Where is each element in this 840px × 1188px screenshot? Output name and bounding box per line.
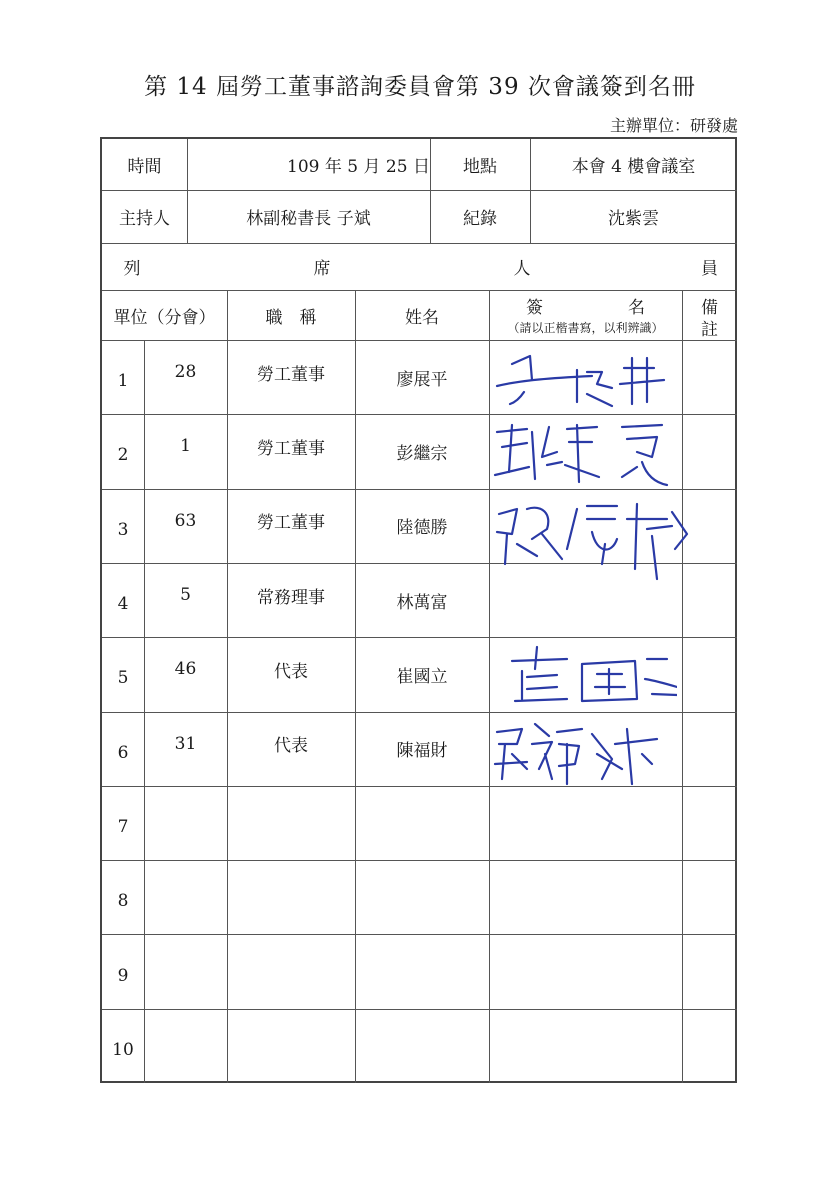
attendees-header-1: 列: [123, 259, 141, 279]
column-name: 姓名: [405, 307, 439, 328]
record-label: 紀錄: [463, 209, 497, 229]
attendees-header-4: 員: [701, 259, 718, 279]
row-position: [227, 934, 355, 1008]
row-position: 代表: [274, 661, 308, 682]
column-sign-note: （請以正楷書寫，以利辨識）: [507, 321, 664, 335]
row-number: 7: [117, 816, 129, 837]
column-remark-1: 備: [701, 298, 718, 318]
row-number: 5: [117, 668, 129, 689]
row-name: 陳福財: [396, 741, 448, 762]
row-number: 4: [117, 594, 129, 615]
row-position: [227, 860, 355, 934]
row-name: [355, 786, 489, 860]
row-name: 林萬富: [396, 592, 448, 613]
column-remark-2: 註: [701, 320, 718, 340]
host-label: 主持人: [119, 209, 170, 229]
row-position: 勞工董事: [257, 438, 325, 459]
row-name: [355, 860, 489, 934]
row-branch: 28: [174, 362, 197, 383]
time-value: 109 年 5 月 25 日: [287, 157, 430, 177]
row-branch: 63: [174, 510, 197, 531]
row-branch: [144, 934, 227, 1008]
row-number: 10: [112, 1039, 134, 1060]
row-position: 代表: [274, 736, 308, 757]
row-position: 常務理事: [257, 587, 325, 608]
signature-row-2: [487, 417, 687, 492]
row-branch: 31: [174, 733, 197, 754]
place-value: 本會 4 樓會議室: [571, 157, 696, 177]
row-position: [227, 786, 355, 860]
row-branch: [144, 1009, 227, 1083]
row-name: 彭繼宗: [396, 443, 448, 464]
row-branch: 5: [180, 585, 191, 606]
column-title: 職 稱: [265, 307, 317, 328]
row-position: 勞工董事: [257, 364, 325, 385]
document-title: 第 14 屆勞工董事諮詢委員會第 39 次會議簽到名冊: [144, 74, 696, 100]
attendees-header-2: 席: [313, 259, 331, 279]
row-branch: [144, 786, 227, 860]
signature-row-3: [487, 494, 697, 589]
row-position: 勞工董事: [257, 513, 325, 534]
sign-in-table: [100, 137, 737, 1083]
host-value: 林副秘書長 子斌: [246, 209, 371, 229]
row-branch: 1: [180, 436, 191, 457]
row-name: [355, 1009, 489, 1083]
row-name: [355, 934, 489, 1008]
row-number: 9: [117, 965, 129, 986]
time-label: 時間: [127, 157, 162, 177]
row-number: 1: [117, 371, 129, 392]
attendees-header-3: 人: [513, 259, 531, 279]
signature-row-6: [487, 714, 667, 789]
row-branch: [144, 860, 227, 934]
row-number: 6: [117, 742, 129, 763]
row-number: 2: [117, 445, 129, 466]
row-name: 陸德勝: [396, 518, 448, 539]
row-number: 3: [117, 519, 129, 540]
organizer-label: 主辦單位：研發處: [609, 116, 738, 135]
row-branch: 46: [174, 659, 197, 680]
record-value: 沈紫雲: [608, 209, 659, 229]
signature-row-1: [482, 344, 682, 414]
row-position: [227, 1009, 355, 1083]
column-unit: 單位（分會）: [113, 307, 216, 328]
place-label: 地點: [463, 157, 497, 177]
row-number: 8: [117, 891, 129, 912]
column-sign: 簽 名: [526, 298, 645, 318]
row-name: 崔國立: [396, 666, 448, 687]
signature-row-5: [487, 639, 677, 709]
row-name: 廖展平: [396, 369, 448, 390]
